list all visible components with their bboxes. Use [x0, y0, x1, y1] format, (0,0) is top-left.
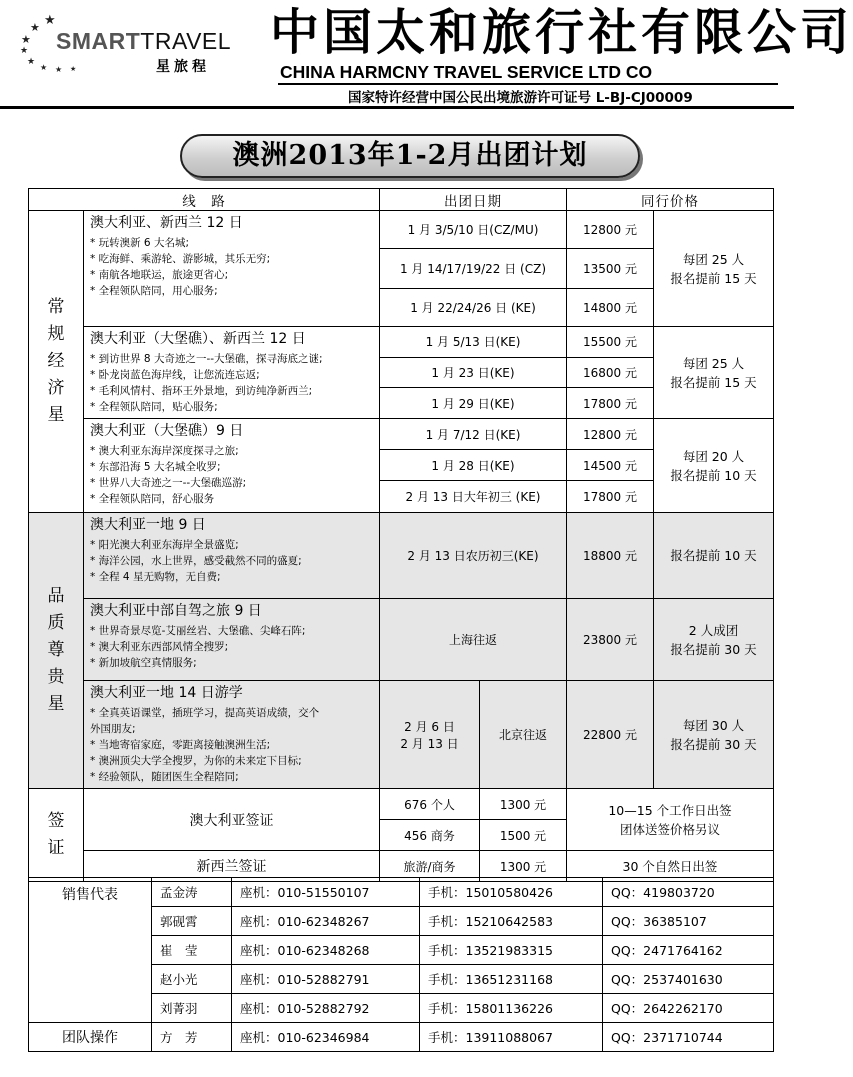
contact-phone: 座机：010-62348268 [232, 936, 420, 965]
departure-date: 1 月 3/5/10 日(CZ/MU) [380, 211, 567, 249]
plan-title-banner: 澳洲2013年1-2月出团计划 [180, 134, 640, 178]
departure-date: 1 月 7/12 日(KE) [380, 419, 567, 450]
contact-name: 郭砚霄 [152, 907, 232, 936]
price: 15500 元 [567, 327, 654, 358]
header-date: 出团日期 [380, 189, 567, 211]
category-visa: 签证 [29, 789, 84, 882]
company-name-cn: 中国太和旅行社有限公司 [270, 3, 853, 61]
departure-date: 1 月 29 日(KE) [380, 388, 567, 419]
contact-table [28, 877, 774, 1052]
visa-note: 30 个自然日出签 [567, 851, 774, 882]
ops-label: 团队操作 [29, 1023, 152, 1052]
group-note: 每团 25 人 报名提前 15 天 [654, 211, 774, 327]
contact-qq: QQ：2537401630 [603, 965, 774, 994]
table-header-row [29, 189, 774, 211]
category-premium: 品质尊贵星 [29, 513, 84, 789]
smart-travel-logo [18, 14, 258, 76]
route-aus-selfdrive-9: 澳大利亚中部自驾之旅 9 日 * 世界奇景尽览-艾丽丝岩、大堡礁、尖峰石阵; * 澳大利亚东西部风情全搜罗; * 新加坡航空真情服务; [84, 599, 380, 681]
contact-phone: 座机：010-51550107 [232, 878, 420, 907]
contact-qq: QQ：2642262170 [603, 994, 774, 1023]
logo-chinese-name: 星旅程 [156, 59, 210, 75]
visa-australia: 澳大利亚签证 [84, 789, 380, 851]
departure-date: 1 月 23 日(KE) [380, 357, 567, 388]
visa-type: 676 个人 [380, 789, 480, 820]
price: 22800 元 [567, 681, 654, 789]
contact-name: 孟金涛 [152, 878, 232, 907]
contact-qq: QQ：419803720 [603, 878, 774, 907]
price: 14800 元 [567, 289, 654, 327]
group-note: 每团 30 人 报名提前 30 天 [654, 681, 774, 789]
departure-date: 2 月 13 日大年初三 (KE) [380, 481, 567, 513]
contact-name: 赵小光 [152, 965, 232, 994]
departure-date: 2 月 13 日农历初三(KE) [380, 513, 567, 599]
visa-note: 10—15 个工作日出签 团体送签价格另议 [567, 789, 774, 851]
contact-mobile: 手机：15801136226 [420, 994, 603, 1023]
visa-price: 1300 元 [480, 851, 567, 882]
contact-qq: QQ：2371710744 [603, 1023, 774, 1052]
contact-qq: QQ：36385107 [603, 907, 774, 936]
visa-price: 1500 元 [480, 820, 567, 851]
contact-row [29, 1023, 774, 1052]
contact-name: 方 芳 [152, 1023, 232, 1052]
logo-wordmark: SMARTTRAVEL [56, 28, 232, 54]
header-price: 同行价格 [567, 189, 774, 211]
group-note: 每团 25 人 报名提前 15 天 [654, 327, 774, 419]
route-aus-reef-9: 澳大利亚（大堡礁）9 日 * 澳大利亚东海岸深度探寻之旅; * 东部沿海 5 大名城全收罗; * 世界八大奇迹之一--大堡礁巡游; * 全程领队陪同，舒心服务 [84, 419, 380, 513]
contact-mobile: 手机：13651231168 [420, 965, 603, 994]
tour-plan-table [28, 188, 774, 882]
price: 14500 元 [567, 450, 654, 481]
price: 12800 元 [567, 211, 654, 249]
table-row [29, 327, 774, 358]
departure-date: 1 月 5/13 日(KE) [380, 327, 567, 358]
visa-type: 456 商务 [380, 820, 480, 851]
contact-mobile: 手机：13521983315 [420, 936, 603, 965]
contact-phone: 座机：010-52882792 [232, 994, 420, 1023]
price: 17800 元 [567, 481, 654, 513]
departure-dates: 2 月 6 日 2 月 13 日 [380, 681, 480, 789]
contact-mobile: 手机：15010580426 [420, 878, 603, 907]
contact-name: 刘菁羽 [152, 994, 232, 1023]
route-aus-nz-12: 澳大利亚、新西兰 12 日 * 玩转澳新 6 大名城; * 吃海鲜、乘游轮、游影城，其乐无穷; * 南航各地联运，旅途更省心; * 全程领队陪同，用心服务; [84, 211, 380, 327]
visa-price: 1300 元 [480, 789, 567, 820]
departure-date: 1 月 14/17/19/22 日 (CZ) [380, 249, 567, 289]
visa-newzealand: 新西兰签证 [84, 851, 380, 882]
header [0, 0, 853, 112]
price: 17800 元 [567, 388, 654, 419]
contact-name: 崔 莹 [152, 936, 232, 965]
route-aus-reef-nz-12: 澳大利亚（大堡礁）、新西兰 12 日 * 到访世界 8 大奇迹之一--大堡礁，探寻海底之谜; * 卧龙岗蓝色海岸线，让您流连忘返; * 毛利风情村、指环王外景地，到访纯净新西兰; * 全程领队陪同，贴心服务; [84, 327, 380, 419]
contact-phone: 座机：010-62348267 [232, 907, 420, 936]
category-economy: 常规经济星 [29, 211, 84, 513]
price: 18800 元 [567, 513, 654, 599]
group-note: 报名提前 10 天 [654, 513, 774, 599]
group-note: 2 人成团 报名提前 30 天 [654, 599, 774, 681]
sales-label: 销售代表 [29, 878, 152, 1023]
price: 23800 元 [567, 599, 654, 681]
contact-phone: 座机：010-52882791 [232, 965, 420, 994]
price: 13500 元 [567, 249, 654, 289]
header-route: 线 路 [29, 189, 380, 211]
departure-date: 1 月 22/24/26 日 (KE) [380, 289, 567, 327]
table-row [29, 419, 774, 450]
license-number: 国家特许经营中国公民出境旅游许可证号 L-BJ-CJ00009 [348, 90, 693, 106]
table-row [29, 513, 774, 599]
price: 16800 元 [567, 357, 654, 388]
departure-city: 北京往返 [480, 681, 567, 789]
company-name-en: CHINA HARMCNY TRAVEL SERVICE LTD CO [280, 62, 653, 82]
departure-date: 1 月 28 日(KE) [380, 450, 567, 481]
contact-mobile: 手机：15210642583 [420, 907, 603, 936]
group-note: 每团 20 人 报名提前 10 天 [654, 419, 774, 513]
table-row [29, 211, 774, 249]
table-row [29, 789, 774, 820]
price: 12800 元 [567, 419, 654, 450]
contact-mobile: 手机：13911088067 [420, 1023, 603, 1052]
departure-city: 上海往返 [380, 599, 567, 681]
page-divider [0, 106, 794, 109]
contact-qq: QQ：2471764162 [603, 936, 774, 965]
table-row [29, 681, 774, 789]
visa-type: 旅游/商务 [380, 851, 480, 882]
contact-phone: 座机：010-62346984 [232, 1023, 420, 1052]
contact-row [29, 878, 774, 907]
route-aus-study-14: 澳大利亚一地 14 日游学 * 全真英语课堂，插班学习，提高英语成绩，交个 外国朋友; * 当地寄宿家庭，零距离接触澳洲生活; * 澳洲顶尖大学全搜罗，为你的未来定下目标; * 经验领队，随团医生全程陪同; [84, 681, 380, 789]
logo-stars-icon: ★ ★ ★ ★ ★ ★ ★ ★ [20, 13, 77, 74]
table-row [29, 599, 774, 681]
route-aus-9: 澳大利亚一地 9 日 * 阳光澳大利亚东海岸全景盛览; * 海洋公园，水上世界，感受截然不同的盛夏; * 全程 4 星无购物，无自费; [84, 513, 380, 599]
header-divider [278, 83, 778, 85]
